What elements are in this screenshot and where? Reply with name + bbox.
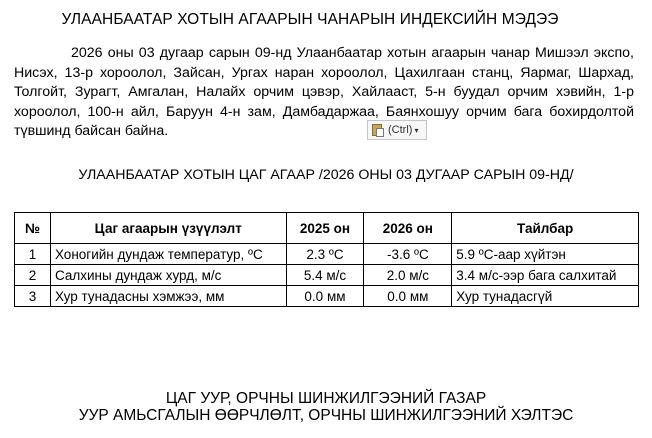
clipboard-icon	[372, 123, 385, 137]
document-title: УЛААНБААТАР ХОТЫН АГААРЫН ЧАНАРЫН ИНДЕКСИЙН МЭДЭЭ	[61, 11, 559, 28]
footer-department: УУР АМЬСГАЛЫН ӨӨРЧЛӨЛТ, ОРЧНЫ ШИНЖИЛГЭЭНИЙ ХЭЛТЭС	[78, 407, 574, 424]
table-cell: 1	[15, 244, 51, 265]
air-quality-paragraph: 2026 оны 03 дугаар сарын 09-нд Улаанбаатар хотын агаарын чанар Мишээл экспо, Нисэх, 13-р хороолол, Зайсан, Ургах наран хороолол, Цахилгаан станц, Яармаг, Шархад, Толгойт, Зурагт, Амгалан, Налайх орчим цэвэр, Хайлааст, 5-н буудал орчим хэвийн, 1-р хороолол, 100-н айл, Баруун 4-н зам, Дамбадаржаа, Баянхошуу орчим бага бохирдолтой түвшинд байсан байна.	[14, 45, 634, 139]
header-2025: 2025 он	[286, 213, 364, 244]
table-cell: -3.6 ºC	[364, 244, 452, 265]
table-cell: 2.3 ºC	[286, 244, 364, 265]
table-cell: Хоногийн дундаж температур, ºC	[50, 244, 286, 265]
table-cell: 2.0 м/с	[364, 265, 452, 286]
table-header-row	[15, 213, 639, 244]
table-cell: 3.4 м/с-ээр бага салхитай	[452, 265, 639, 286]
table-cell: 0.0 мм	[364, 286, 452, 307]
table-cell: 2	[15, 265, 51, 286]
table-cell: 5.9 ºC-аар хүйтэн	[452, 244, 639, 265]
footer-organization: ЦАГ УУР, ОРЧНЫ ШИНЖИЛГЭЭНИЙ ГАЗАР	[165, 390, 487, 407]
weather-title: УЛААНБААТАР ХОТЫН ЦАГ АГААР /2026 ОНЫ 03 ДУГААР САРЫН 09-НД/	[78, 167, 574, 183]
header-2026: 2026 он	[364, 213, 452, 244]
table-row	[15, 244, 639, 265]
paste-options-button[interactable]	[367, 120, 427, 140]
header-indicator: Цаг агаарын үзүүлэлт	[50, 213, 286, 244]
table-row	[15, 265, 639, 286]
table-cell: Хур тунадасны хэмжээ, мм	[50, 286, 286, 307]
header-note: Тайлбар	[452, 213, 639, 244]
table-row	[15, 286, 639, 307]
table-cell: 0.0 мм	[286, 286, 364, 307]
header-number: №	[15, 213, 51, 244]
paste-options-label: (Ctrl)	[388, 124, 413, 136]
table-cell: 5.4 м/с	[286, 265, 364, 286]
weather-table	[14, 212, 639, 307]
table-cell: Салхины дундаж хурд, м/с	[50, 265, 286, 286]
chevron-down-icon: ▾	[414, 125, 419, 135]
table-cell: 3	[15, 286, 51, 307]
table-cell: Хур тунадасгүй	[452, 286, 639, 307]
